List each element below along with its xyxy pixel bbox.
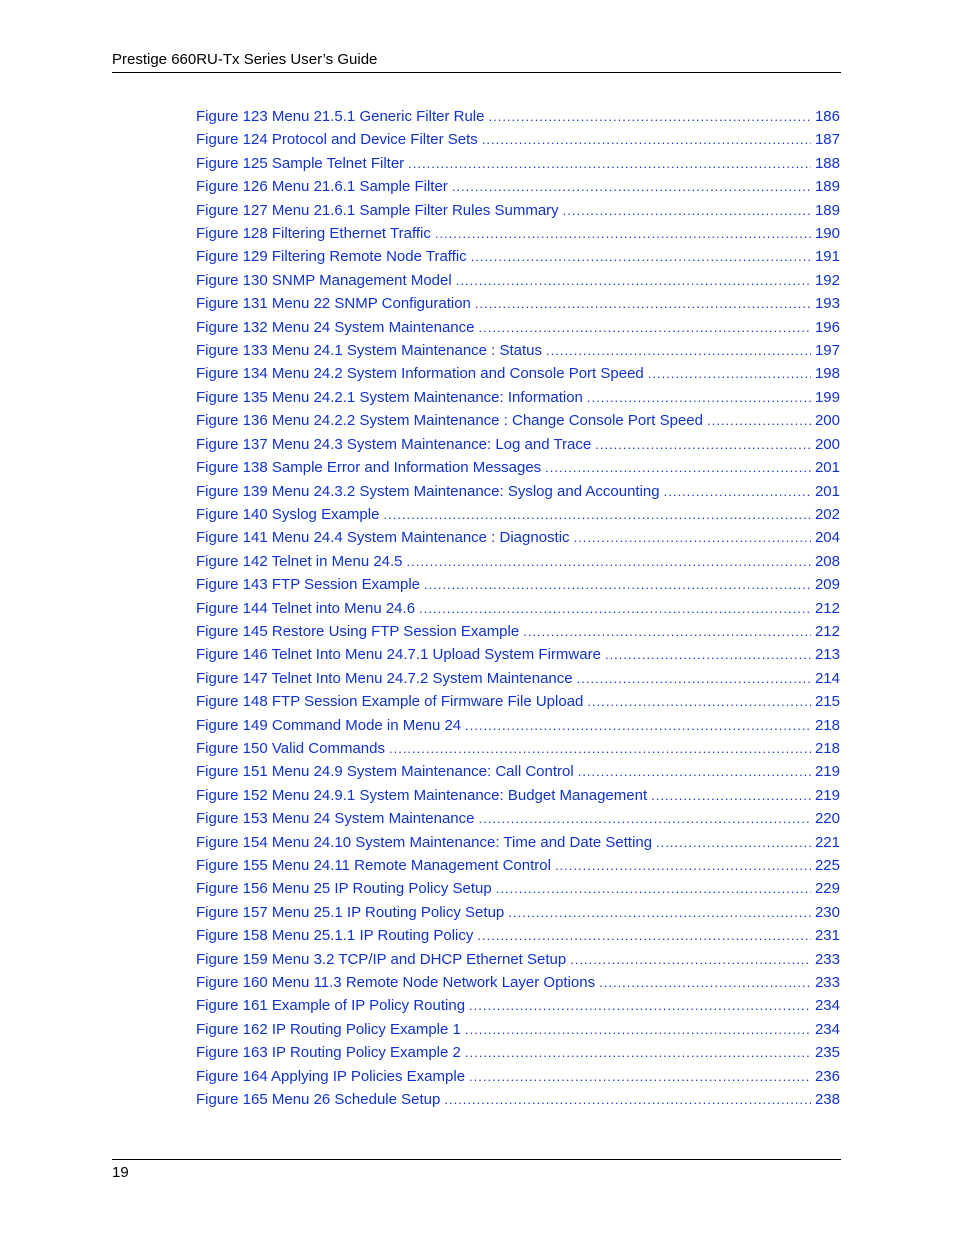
toc-entry-link[interactable] bbox=[196, 503, 840, 526]
toc-entry-title: Figure 140 Syslog Example bbox=[196, 505, 380, 523]
toc-entry-link[interactable] bbox=[196, 854, 840, 877]
toc-dot-leader bbox=[656, 831, 811, 854]
toc-dot-leader bbox=[435, 222, 811, 245]
toc-dot-leader bbox=[555, 854, 811, 877]
toc-entry-page: 201 bbox=[814, 459, 840, 477]
toc-entry-page: 187 bbox=[814, 131, 840, 149]
toc-dot-leader bbox=[469, 994, 811, 1017]
toc-entry-title: Figure 145 Restore Using FTP Session Example bbox=[196, 622, 520, 640]
toc-entry-link[interactable] bbox=[196, 573, 840, 596]
toc-entry-title: Figure 150 Valid Commands bbox=[196, 739, 385, 757]
toc-entry-title: Figure 137 Menu 24.3 System Maintenance: Log and Trace bbox=[196, 435, 592, 453]
toc-entry-page: 201 bbox=[814, 482, 840, 500]
toc-entry-link[interactable] bbox=[196, 386, 840, 409]
toc-entry-page: 193 bbox=[814, 295, 840, 313]
toc-entry-link[interactable] bbox=[196, 339, 840, 362]
toc-entry-title: Figure 139 Menu 24.3.2 System Maintenance: Syslog and Accounting bbox=[196, 482, 660, 500]
toc-dot-leader bbox=[648, 362, 811, 385]
toc-entry-page: 218 bbox=[814, 739, 840, 757]
toc-entry-link[interactable] bbox=[196, 831, 840, 854]
toc-entry-page: 202 bbox=[814, 505, 840, 523]
toc-entry-title: Figure 157 Menu 25.1 IP Routing Policy Setup bbox=[196, 903, 505, 921]
toc-entry-link[interactable] bbox=[196, 597, 840, 620]
toc-entry-link[interactable] bbox=[196, 760, 840, 783]
toc-entry-link[interactable] bbox=[196, 550, 840, 573]
toc-entry-page: 220 bbox=[814, 810, 840, 828]
toc-entry-link[interactable] bbox=[196, 690, 840, 713]
toc-entry-title: Figure 146 Telnet Into Menu 24.7.1 Upload System Firmware bbox=[196, 646, 601, 664]
toc-entry-page: 186 bbox=[814, 108, 840, 125]
toc-entry-title: Figure 149 Command Mode in Menu 24 bbox=[196, 716, 462, 734]
toc-entry-title: Figure 127 Menu 21.6.1 Sample Filter Rules Summary bbox=[196, 201, 559, 219]
toc-entry-title: Figure 159 Menu 3.2 TCP/IP and DHCP Ethernet Setup bbox=[196, 950, 567, 968]
toc-entry-title: Figure 144 Telnet into Menu 24.6 bbox=[196, 599, 416, 617]
toc-entry-page: 229 bbox=[814, 880, 840, 898]
toc-entry-link[interactable] bbox=[196, 643, 840, 666]
toc-entry-page: 214 bbox=[814, 669, 840, 687]
toc-entry-page: 230 bbox=[814, 903, 840, 921]
toc-dot-leader bbox=[651, 784, 811, 807]
toc-dot-leader bbox=[477, 924, 811, 947]
toc-entry-link[interactable] bbox=[196, 269, 840, 292]
toc-entry-title: Figure 131 Menu 22 SNMP Configuration bbox=[196, 295, 471, 313]
page-footer bbox=[112, 1159, 841, 1181]
toc-entry-page: 219 bbox=[814, 786, 840, 804]
toc-entry-link[interactable] bbox=[196, 1088, 840, 1111]
toc-entry-page: 200 bbox=[814, 435, 840, 453]
toc-entry-link[interactable] bbox=[196, 175, 840, 198]
toc-dot-leader bbox=[383, 503, 811, 526]
toc-entry-link[interactable] bbox=[196, 924, 840, 947]
toc-entry-title: Figure 134 Menu 24.2 System Information and Console Port Speed bbox=[196, 365, 644, 383]
toc-entry-link[interactable] bbox=[196, 152, 840, 175]
document-title: Prestige 660RU-Tx Series User’s Guide bbox=[112, 51, 378, 68]
toc-entry-page: 213 bbox=[814, 646, 840, 664]
toc-entry-title: Figure 163 IP Routing Policy Example 2 bbox=[196, 1044, 461, 1062]
toc-dot-leader bbox=[465, 1018, 811, 1041]
toc-entry-page: 204 bbox=[814, 529, 840, 547]
toc-entry-page: 212 bbox=[814, 622, 840, 640]
toc-entry-title: Figure 128 Filtering Ethernet Traffic bbox=[196, 225, 431, 243]
toc-dot-leader bbox=[523, 620, 811, 643]
toc-entry-title: Figure 158 Menu 25.1.1 IP Routing Policy bbox=[196, 927, 474, 945]
toc-entry-page: 235 bbox=[814, 1044, 840, 1062]
toc-entry-link[interactable] bbox=[196, 714, 840, 737]
toc-entry-page: 231 bbox=[814, 927, 840, 945]
toc-dot-leader bbox=[605, 643, 811, 666]
toc-entry-page: 215 bbox=[814, 693, 840, 711]
toc-entry-link[interactable] bbox=[196, 245, 840, 268]
toc-entry-page: 189 bbox=[814, 178, 840, 196]
toc-entry-title: Figure 165 Menu 26 Schedule Setup bbox=[196, 1091, 441, 1109]
toc-dot-leader bbox=[419, 597, 811, 620]
toc-entry-page: 221 bbox=[814, 833, 840, 851]
toc-dot-leader bbox=[570, 948, 811, 971]
page-header bbox=[112, 51, 841, 73]
toc-dot-leader bbox=[408, 152, 811, 175]
toc-entry-link[interactable] bbox=[196, 784, 840, 807]
page-number: 19 bbox=[112, 1164, 129, 1181]
toc-entry-link[interactable] bbox=[196, 316, 840, 339]
toc-entry-title: Figure 123 Menu 21.5.1 Generic Filter Rule bbox=[196, 108, 485, 125]
toc-dot-leader bbox=[545, 456, 811, 479]
toc-entry-link[interactable] bbox=[196, 128, 840, 151]
toc-entry-title: Figure 162 IP Routing Policy Example 1 bbox=[196, 1020, 461, 1038]
toc-dot-leader bbox=[471, 245, 811, 268]
toc-entry-page: 233 bbox=[814, 950, 840, 968]
toc-entry-page: 218 bbox=[814, 716, 840, 734]
toc-dot-leader bbox=[424, 573, 811, 596]
toc-entry-page: 197 bbox=[814, 342, 840, 360]
toc-dot-leader bbox=[595, 433, 811, 456]
toc-dot-leader bbox=[482, 128, 811, 151]
toc-dot-leader bbox=[452, 175, 811, 198]
toc-entry-link[interactable] bbox=[196, 877, 840, 900]
toc-dot-leader bbox=[389, 737, 811, 760]
toc-entry-page: 189 bbox=[814, 201, 840, 219]
toc-entry-link[interactable] bbox=[196, 1018, 840, 1041]
toc-entry-link[interactable] bbox=[196, 971, 840, 994]
toc-entry-title: Figure 126 Menu 21.6.1 Sample Filter bbox=[196, 178, 448, 196]
toc-entry-page: 236 bbox=[814, 1067, 840, 1085]
toc-entry-link[interactable] bbox=[196, 105, 840, 128]
toc-dot-leader bbox=[479, 807, 811, 830]
toc-entry-page: 190 bbox=[814, 225, 840, 243]
toc-entry-title: Figure 129 Filtering Remote Node Traffic bbox=[196, 248, 467, 266]
toc-dot-leader bbox=[574, 526, 811, 549]
toc-entry-page: 200 bbox=[814, 412, 840, 430]
toc-entry-title: Figure 148 FTP Session Example of Firmware File Upload bbox=[196, 693, 584, 711]
toc-entry-link[interactable] bbox=[196, 807, 840, 830]
toc-entry-link[interactable] bbox=[196, 737, 840, 760]
toc-entry-title: Figure 141 Menu 24.4 System Maintenance : Diagnostic bbox=[196, 529, 570, 547]
toc-entry-page: 199 bbox=[814, 388, 840, 406]
toc-entry-link[interactable] bbox=[196, 292, 840, 315]
toc-entry-title: Figure 153 Menu 24 System Maintenance bbox=[196, 810, 475, 828]
toc-entry-page: 212 bbox=[814, 599, 840, 617]
toc-dot-leader bbox=[563, 199, 811, 222]
toc-entry-page: 208 bbox=[814, 552, 840, 570]
toc-entry-title: Figure 155 Menu 24.11 Remote Management Control bbox=[196, 857, 551, 874]
toc-entry-link[interactable] bbox=[196, 480, 840, 503]
toc-entry-page: 192 bbox=[814, 271, 840, 289]
toc-entry-link[interactable] bbox=[196, 199, 840, 222]
toc-dot-leader bbox=[496, 877, 811, 900]
toc-entry-page: 225 bbox=[814, 857, 840, 874]
toc-entry-link[interactable] bbox=[196, 1041, 840, 1064]
toc-dot-leader bbox=[599, 971, 811, 994]
toc-entry-title: Figure 154 Menu 24.10 System Maintenance: Time and Date Setting bbox=[196, 833, 653, 851]
toc-entry-link[interactable] bbox=[196, 948, 840, 971]
toc-dot-leader bbox=[546, 339, 811, 362]
toc-entry-title: Figure 143 FTP Session Example bbox=[196, 576, 420, 594]
toc-dot-leader bbox=[578, 760, 811, 783]
toc-entry-title: Figure 164 Applying IP Policies Example bbox=[196, 1067, 466, 1085]
toc-entry-title: Figure 136 Menu 24.2.2 System Maintenance : Change Console Port Speed bbox=[196, 412, 703, 430]
toc-entry-title: Figure 160 Menu 11.3 Remote Node Network Layer Options bbox=[196, 974, 596, 992]
toc-entry-link[interactable] bbox=[196, 620, 840, 643]
toc-entry-title: Figure 161 Example of IP Policy Routing bbox=[196, 997, 466, 1015]
toc-dot-leader bbox=[407, 550, 811, 573]
toc-dot-leader bbox=[475, 292, 811, 315]
toc-entry-page: 219 bbox=[814, 763, 840, 781]
toc-dot-leader bbox=[587, 386, 811, 409]
toc-dot-leader bbox=[479, 316, 811, 339]
toc-entry-title: Figure 151 Menu 24.9 System Maintenance: Call Control bbox=[196, 763, 574, 781]
toc-entry-link[interactable] bbox=[196, 667, 840, 690]
toc-entry-page: 196 bbox=[814, 318, 840, 336]
toc-dot-leader bbox=[456, 269, 811, 292]
list-of-figures bbox=[196, 105, 840, 1111]
toc-entry-title: Figure 152 Menu 24.9.1 System Maintenance: Budget Management bbox=[196, 786, 648, 804]
toc-entry-link[interactable] bbox=[196, 222, 840, 245]
toc-entry-page: 209 bbox=[814, 576, 840, 594]
toc-entry-page: 234 bbox=[814, 1020, 840, 1038]
toc-dot-leader bbox=[664, 480, 811, 503]
toc-entry-link[interactable] bbox=[196, 362, 840, 385]
toc-dot-leader bbox=[465, 1041, 811, 1064]
toc-dot-leader bbox=[444, 1088, 811, 1111]
toc-dot-leader bbox=[465, 714, 811, 737]
toc-entry-title: Figure 156 Menu 25 IP Routing Policy Setup bbox=[196, 880, 492, 898]
toc-entry-title: Figure 142 Telnet in Menu 24.5 bbox=[196, 552, 403, 570]
toc-dot-leader bbox=[469, 1065, 811, 1088]
toc-entry-title: Figure 135 Menu 24.2.1 System Maintenance: Information bbox=[196, 388, 583, 406]
toc-entry-link[interactable] bbox=[196, 1065, 840, 1088]
toc-entry-page: 233 bbox=[814, 974, 840, 992]
toc-entry-page: 238 bbox=[814, 1091, 840, 1109]
toc-dot-leader bbox=[488, 105, 810, 128]
toc-entry-title: Figure 130 SNMP Management Model bbox=[196, 271, 452, 289]
toc-entry-link[interactable] bbox=[196, 901, 840, 924]
toc-entry-title: Figure 138 Sample Error and Information Messages bbox=[196, 459, 542, 477]
toc-entry-page: 198 bbox=[814, 365, 840, 383]
toc-entry-link[interactable] bbox=[196, 433, 840, 456]
toc-entry-title: Figure 124 Protocol and Device Filter Sets bbox=[196, 131, 478, 149]
toc-entry-page: 188 bbox=[814, 154, 840, 172]
toc-dot-leader bbox=[587, 690, 811, 713]
toc-entry-title: Figure 133 Menu 24.1 System Maintenance : Status bbox=[196, 342, 543, 360]
toc-entry-page: 234 bbox=[814, 997, 840, 1015]
toc-dot-leader bbox=[508, 901, 811, 924]
toc-entry-link[interactable] bbox=[196, 456, 840, 479]
toc-entry-link[interactable] bbox=[196, 409, 840, 432]
toc-entry-page: 191 bbox=[814, 248, 840, 266]
toc-entry-title: Figure 147 Telnet Into Menu 24.7.2 System Maintenance bbox=[196, 669, 573, 687]
toc-entry-title: Figure 125 Sample Telnet Filter bbox=[196, 154, 405, 172]
toc-dot-leader bbox=[577, 667, 811, 690]
toc-dot-leader bbox=[707, 409, 811, 432]
toc-entry-link[interactable] bbox=[196, 994, 840, 1017]
toc-entry-link[interactable] bbox=[196, 526, 840, 549]
toc-entry-title: Figure 132 Menu 24 System Maintenance bbox=[196, 318, 475, 336]
